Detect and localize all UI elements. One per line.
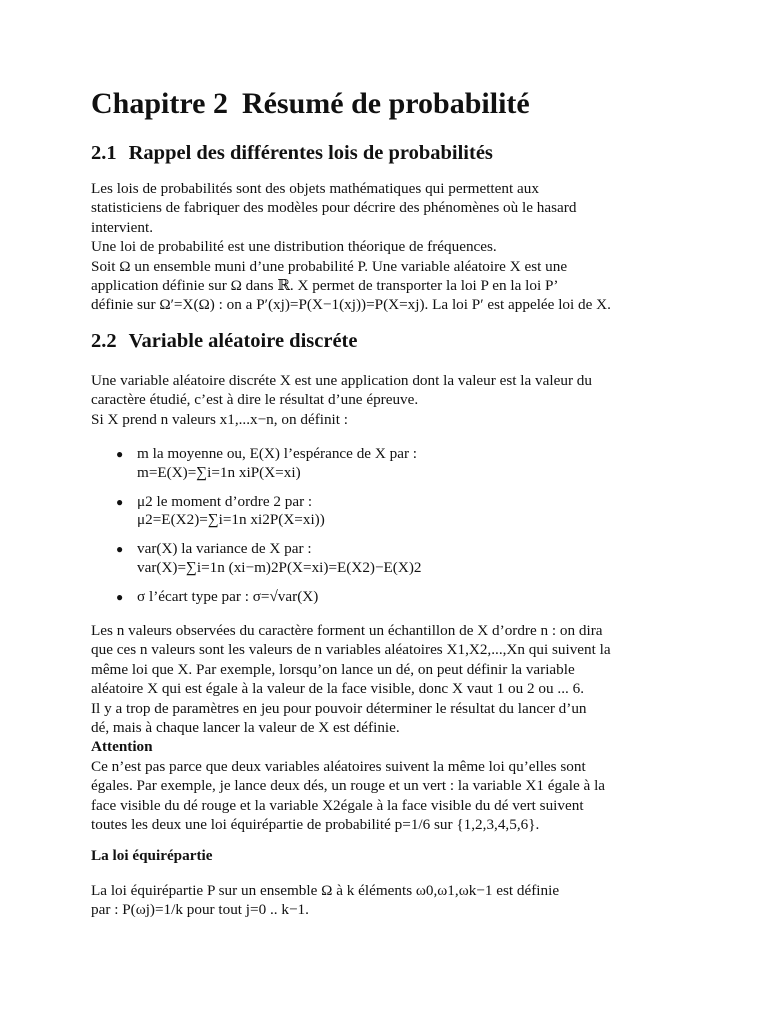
paragraph-line: même loi que X. Par exemple, lorsqu’on lance un dé, on peut définir la variable	[91, 660, 575, 678]
paragraph-line: dé, mais à chaque lancer la valeur de X est définie.	[91, 718, 400, 736]
paragraph-line: toutes les deux une loi équirépartie de probabilité p=1/6 sur {1,2,3,4,5,6}.	[91, 815, 540, 833]
definition-text: m la moyenne ou, E(X) l’espérance de X par :	[137, 445, 418, 462]
section-2-2-heading	[91, 328, 357, 354]
bullet-icon: ●	[116, 590, 124, 605]
paragraph-line: Les n valeurs observées du caractère forment un échantillon de X d’ordre n : on dira	[91, 622, 603, 639]
bullet-icon: ●	[116, 447, 124, 461]
section-2-1-body	[91, 179, 691, 315]
paragraph-line: application définie sur Ω dans ℝ. X permet de transporter la loi P en la loi P’	[91, 276, 559, 294]
definition-text: var(X) la variance de X par :	[137, 540, 312, 558]
paragraph-line: que ces n valeurs sont les valeurs de n variables aléatoires X1,X2,...,Xn qui suivent la	[91, 641, 611, 659]
paragraph-line: par : P(ωj)=1/k pour tout j=0 .. k−1.	[91, 901, 309, 919]
list-item	[91, 588, 671, 607]
definition-text: μ2 le moment d’ordre 2 par :	[137, 492, 313, 510]
section-title: Rappel des différentes lois de probabilités	[128, 142, 493, 164]
paragraph-line: Il y a trop de paramètres en jeu pour pouvoir déterminer le résultat du lancer d’un	[91, 699, 587, 717]
section-number: 2.2	[91, 330, 117, 352]
subsection-title: La loi équirépartie	[91, 847, 213, 864]
chapter-title	[91, 84, 530, 124]
paragraph-line: La loi équirépartie P sur un ensemble Ω à k éléments ω0,ω1,ωk−1 est définie	[91, 882, 560, 899]
definition-text: σ l’écart type par : σ=√var(X)	[137, 588, 319, 606]
list-item	[91, 445, 671, 482]
definition-formula: var(X)=∑i=1n (xi−m)2P(X=xi)=E(X2)−E(X)2	[137, 558, 422, 576]
paragraph-line: égales. Par exemple, je lance deux dés, un rouge et un vert : la variable X1 égale à la	[91, 777, 606, 795]
paragraph-line: Une loi de probabilité est une distribution théorique de fréquences.	[91, 238, 497, 256]
paragraph-line: caractère étudié, c’est à dire le résultat d’une épreuve.	[91, 391, 419, 409]
paragraph-line: Ce n’est pas parce que deux variables aléatoires suivent la même loi qu’elles sont	[91, 757, 586, 775]
section-title: Variable aléatoire discréte	[128, 330, 358, 352]
subsection-body	[91, 881, 691, 920]
chapter-title-text: Résumé de probabilité	[241, 87, 530, 120]
paragraph-line: aléatoire X qui est égale à la valeur de la face visible, donc X vaut 1 ou 2 ou ... 6.	[91, 680, 584, 698]
chapter-number: Chapitre 2	[91, 87, 228, 120]
definition-formula: m=E(X)=∑i=1n xiP(X=xi)	[137, 463, 301, 481]
section-number: 2.1	[91, 142, 117, 164]
list-item	[91, 493, 671, 530]
section-2-1-heading	[91, 140, 493, 166]
section-2-2-intro	[91, 371, 691, 429]
paragraph-line: Soit Ω un ensemble muni d’une probabilité P. Une variable aléatoire X est une	[91, 257, 568, 275]
paragraph-line: Si X prend n valeurs x1,...x−n, on définit :	[91, 410, 349, 428]
definitions-list	[91, 445, 671, 617]
paragraph-line: statisticiens de fabriquer des modèles pour décrire des phénomènes où le hasard	[91, 199, 577, 217]
paragraph-line: Les lois de probabilités sont des objets mathématiques qui permettent aux	[91, 180, 539, 197]
definition-formula: μ2=E(X2)=∑i=1n xi2P(X=xi))	[137, 511, 325, 529]
paragraph-line: Une variable aléatoire discréte X est une application dont la valeur est la valeur du	[91, 372, 592, 389]
attention-label: Attention	[91, 738, 153, 756]
paragraph-line: intervient.	[91, 218, 153, 236]
paragraph-line: définie sur Ω′=X(Ω) : on a P′(xj)=P(X−1(xj))=P(X=xj). La loi P′ est appelée loi de X.	[91, 296, 611, 314]
list-item	[91, 540, 671, 577]
bullet-icon: ●	[116, 494, 124, 509]
paragraph-line: face visible du dé rouge et la variable X2égale à la face visible du dé vert suivent	[91, 796, 584, 814]
section-2-2-body	[91, 621, 691, 834]
bullet-icon: ●	[116, 542, 124, 557]
